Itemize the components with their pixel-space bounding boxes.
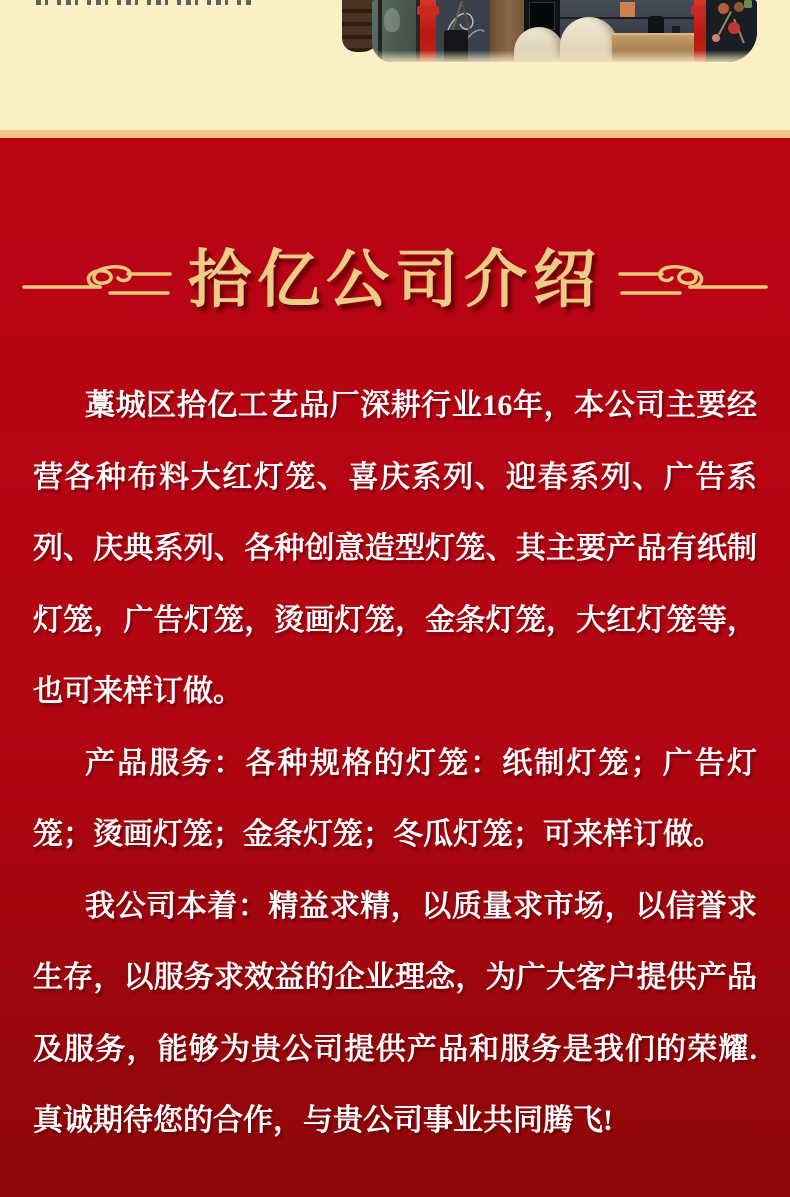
intro-paragraph3-line: 真诚期待您的合作，与贵公司事业共同腾飞! <box>33 1104 613 1137</box>
photo-tea-cup <box>672 26 680 33</box>
photo-appliance <box>529 2 555 30</box>
photo-shelf-box <box>620 2 635 17</box>
intro-paragraph3-line: 生存，以服务求效益的企业理念，为广大客户提供产品 <box>33 961 757 994</box>
photo-window-reflection <box>384 8 400 32</box>
photo-flower <box>712 34 720 42</box>
intro-paragraph2-line: 笼；烫画灯笼；金条灯笼；冬瓜灯笼；可来样订做。 <box>33 818 723 851</box>
intro-paragraph1-line: 也可来样订做。 <box>33 675 243 708</box>
cloud-flourish-left-icon <box>22 258 172 302</box>
cloud-flourish-right-icon <box>618 258 768 302</box>
intro-paragraph1-line: 藁城区拾亿工艺品厂深耕行业16年，本公司主要经 <box>85 389 757 422</box>
showroom-photo <box>372 0 757 62</box>
photo-teapot <box>648 16 664 33</box>
intro-paragraph1-line: 营各种布料大红灯笼、喜庆系列、迎春系列、广告系 <box>33 460 757 494</box>
intro-paragraph3-line: 及服务，能够为贵公司提供产品和服务是我们的荣耀. <box>33 1032 757 1066</box>
intro-paragraph1-line: 列、庆典系列、各种创意造型灯笼、其主要产品有纸制 <box>33 532 757 565</box>
intro-paragraph1-line: 灯笼，广告灯笼，烫画灯笼，金条灯笼，大红灯笼等， <box>33 603 757 637</box>
truncated-text-fragment <box>36 0 254 5</box>
photo-bottom-fade <box>372 50 757 62</box>
company-intro-section <box>0 138 790 1197</box>
section-title-row <box>0 236 790 324</box>
photo-flower <box>734 2 744 12</box>
intro-paragraph3-line: 我公司本着：精益求精，以质量求市场，以信誉求 <box>85 889 757 923</box>
divider-strip <box>0 130 790 138</box>
photo-leaf <box>744 0 752 8</box>
photo-flower <box>718 3 729 14</box>
intro-paragraph2-line: 产品服务：各种规格的灯笼：纸制灯笼；广告灯 <box>85 746 757 780</box>
intro-text <box>33 370 757 1157</box>
photo-flower <box>728 22 740 34</box>
section-title: 拾亿公司介绍 <box>188 245 602 315</box>
top-banner <box>0 0 790 130</box>
